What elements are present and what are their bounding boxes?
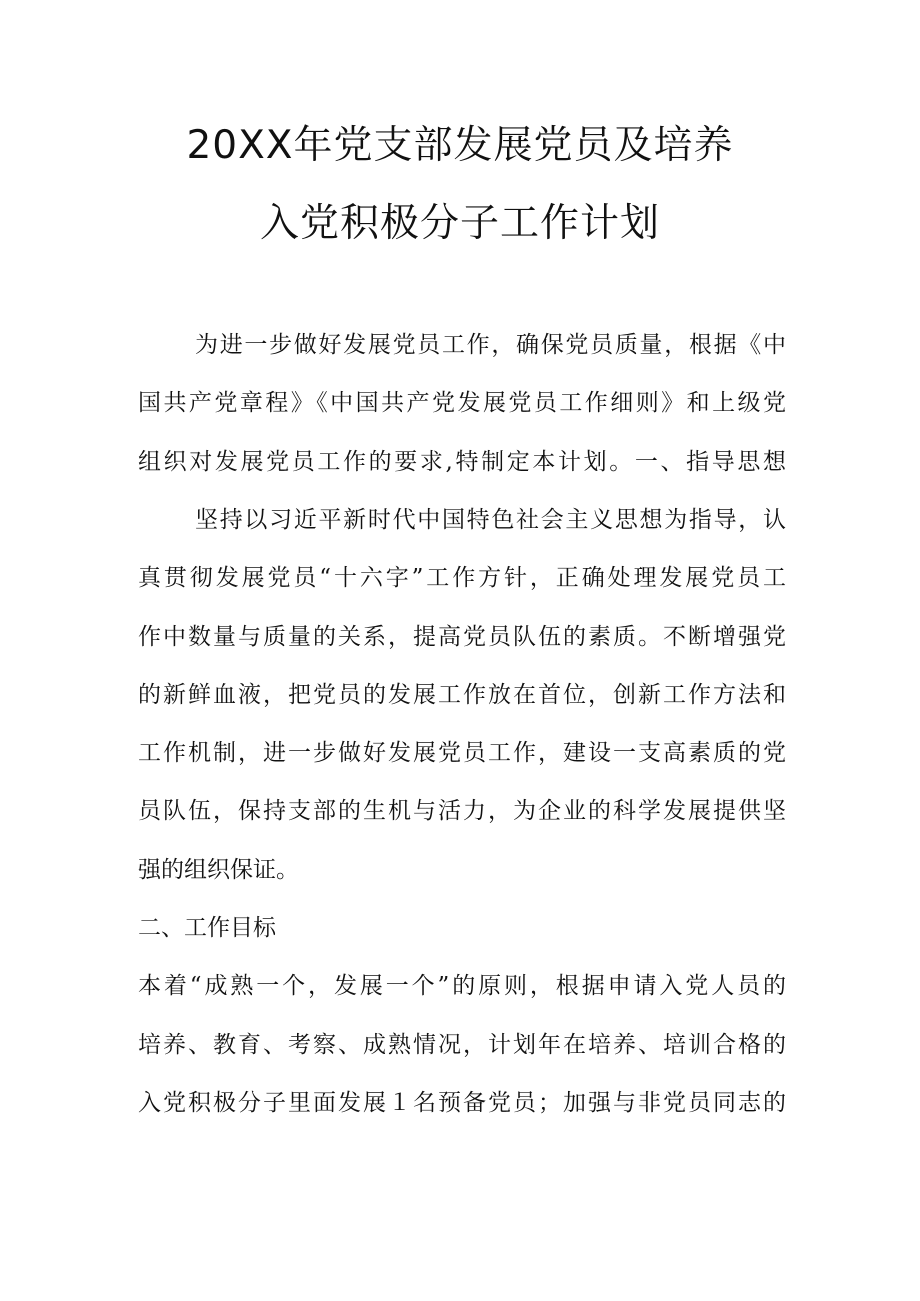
body-line: 为进一步做好发展党员工作，确保党员质量，根据《中 [195, 332, 786, 358]
body-line: 坚持以习近平新时代中国特色社会主义思想为指导，认 [195, 507, 786, 533]
document-title-line-1: 20XX年党支部发展党员及培养 [186, 123, 734, 168]
body-line: 作中数量与质量的关系，提高党员队伍的素质。不断增强党 [138, 624, 786, 650]
body-line: 入党积极分子里面发展１名预备党员；加强与非党员同志的 [138, 1090, 786, 1116]
document-title-line-2: 入党积极分子工作计划 [259, 201, 660, 246]
body-line: 的新鲜血液，把党员的发展工作放在首位，创新工作方法和 [138, 682, 786, 708]
body-line: 组织对发展党员工作的要求,特制定本计划。一、指导思想 [138, 449, 786, 475]
section-heading: 二、工作目标 [138, 915, 276, 941]
body-line: 国共产党章程》《中国共产党发展党员工作细则》和上级党 [138, 390, 786, 416]
body-line: 强的组织保证。 [138, 857, 299, 883]
body-line: 本着“成熟一个，发展一个”的原则，根据申请入党人员的 [138, 973, 786, 999]
body-line: 真贯彻发展党员“十六字”工作方针，正确处理发展党员工 [138, 565, 786, 591]
body-line: 员队伍，保持支部的生机与活力，为企业的科学发展提供坚 [138, 798, 786, 824]
body-line: 培养、教育、考察、成熟情况，计划年在培养、培训合格的 [138, 1032, 786, 1058]
body-line: 工作机制，进一步做好发展党员工作，建设一支高素质的党 [138, 740, 786, 766]
